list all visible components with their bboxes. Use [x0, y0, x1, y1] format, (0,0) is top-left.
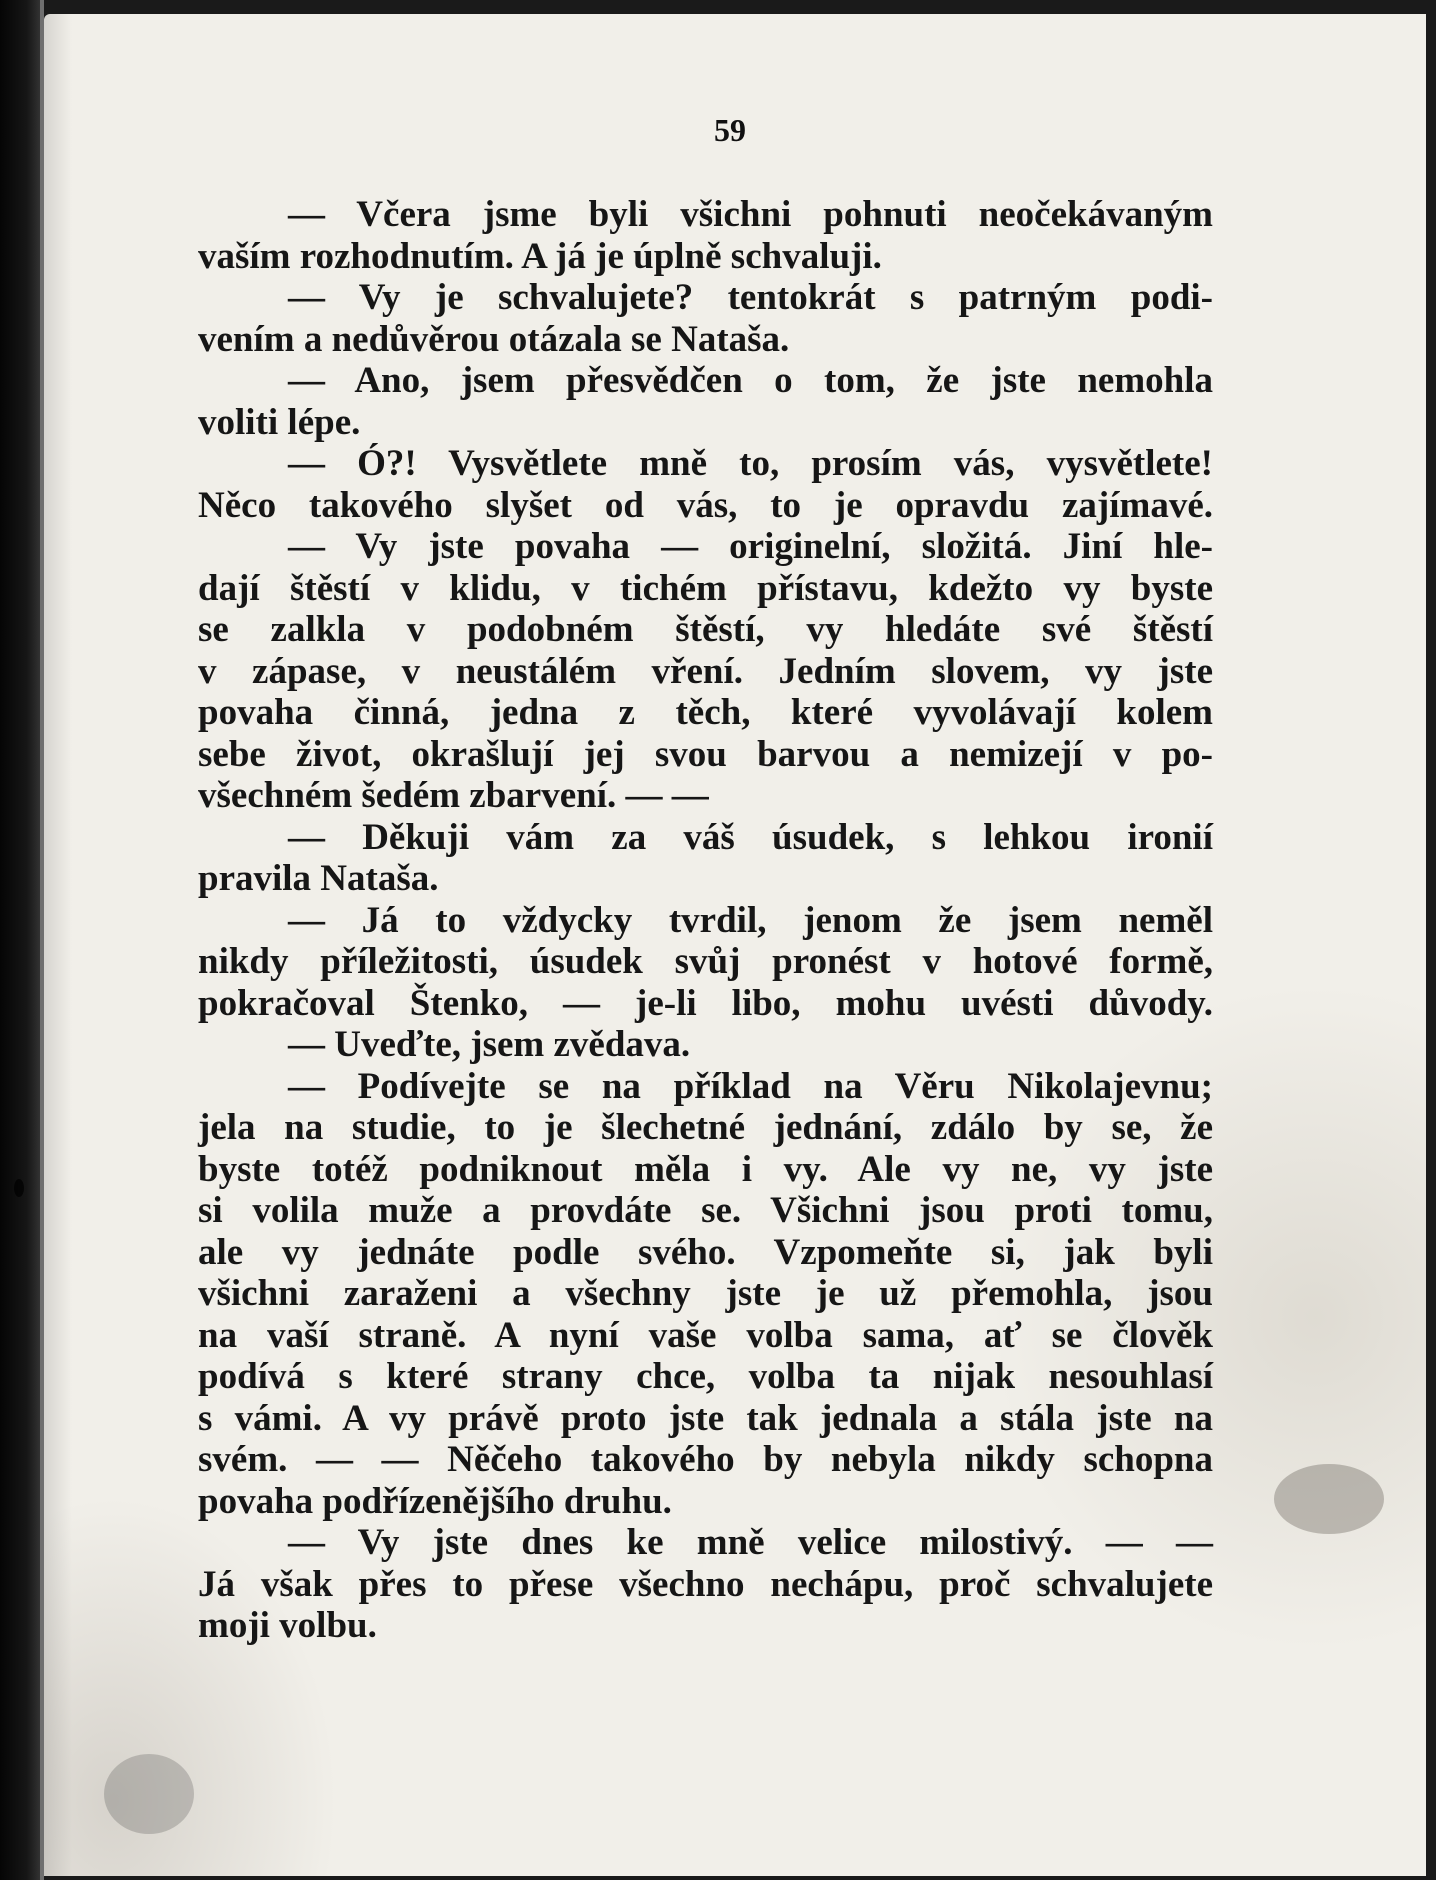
text-line: svém. — — Něčeho takového by nebyla nikdy schopna	[198, 1439, 1213, 1480]
text-line: povaha podřízenějšího druhu.	[198, 1480, 672, 1522]
paper-speck	[14, 1179, 24, 1197]
text-line: s vámi. A vy právě proto jste tak jednala a stála jste na	[198, 1397, 1213, 1439]
page-number: 59	[714, 112, 746, 148]
text-line: sebe život, okrašlují jej svou barvou a nemizejí v po-	[198, 733, 1213, 775]
paper-stain	[104, 1754, 194, 1834]
text-line: dají štěstí v klidu, v tichém přístavu, kdežto vy byste	[198, 567, 1213, 609]
text-line: nikdy příležitosti, úsudek svůj pronést v hotové formě,	[198, 941, 1213, 982]
text-line: — Uveďte, jsem zvědava.	[288, 1024, 691, 1065]
text-line: ale vy jednáte podle svého. Vzpomeňte si, jak byli	[198, 1231, 1213, 1273]
text-line: jela na studie, to je šlechetné jednání, zdálo by se, že	[198, 1107, 1213, 1148]
text-line: — Já to vždycky tvrdil, jenom že jsem neměl	[288, 899, 1213, 941]
text-line: — Včera jsme byli všichni pohnuti neočekávaným	[288, 194, 1213, 235]
text-line: voliti lépe.	[198, 401, 361, 443]
paper-stain	[1274, 1464, 1384, 1534]
text-line: v zápase, v neustálém vření. Jedním slovem, vy jste	[198, 650, 1213, 692]
text-line: Já však přes to přese všechno nechápu, proč schvalujete	[198, 1563, 1213, 1605]
text-line: — Podívejte se na příklad na Věru Nikolajevnu;	[288, 1065, 1213, 1107]
text-line: moji volbu.	[198, 1605, 377, 1646]
text-line: podívá s které strany chce, volba ta nijak nesouhlasí	[198, 1356, 1213, 1397]
text-line: — Ano, jsem přesvědčen o tom, že jste nemohla	[288, 360, 1213, 401]
text-line: — Ó?! Vysvětlete mně to, prosím vás, vysvětlete!	[288, 443, 1213, 484]
text-line: pokračoval Štenko, — je-li libo, mohu uvésti důvody.	[198, 982, 1213, 1024]
text-line: — Vy jste povaha — originelní, složitá. Jiní hle-	[288, 526, 1213, 567]
text-line: se zalkla v podobném štěstí, vy hledáte své štěstí	[198, 609, 1213, 650]
text-line: pravila Nataša.	[198, 858, 439, 899]
book-binding-shadow	[0, 0, 44, 1880]
text-line: byste totéž podniknout měla i vy. Ale vy ne, vy jste	[198, 1148, 1213, 1190]
text-line: si volila muže a provdáte se. Všichni jsou proti tomu,	[198, 1190, 1213, 1231]
text-line: — Vy jste dnes ke mně velice milostivý. — —	[288, 1522, 1213, 1563]
text-line: vaším rozhodnutím. A já je úplně schvaluji.	[198, 235, 882, 277]
text-line: vením a nedůvěrou otázala se Nataša.	[198, 318, 790, 360]
text-line: všechném šedém zbarvení. — —	[198, 775, 709, 816]
text-line: na vaší straně. A nyní vaše volba sama, ať se člověk	[198, 1314, 1213, 1356]
text-line: všichni zaraženi a všechny jste je už přemohla, jsou	[198, 1273, 1213, 1314]
body-text	[198, 194, 1213, 1647]
text-line: — Vy je schvalujete? tentokrát s patrným podi-	[288, 277, 1213, 318]
text-line: — Děkuji vám za váš úsudek, s lehkou ironií	[288, 816, 1213, 858]
text-line: Něco takového slyšet od vás, to je opravdu zajímavé.	[198, 484, 1213, 526]
text-line: povaha činná, jedna z těch, které vyvolávají kolem	[198, 692, 1213, 733]
